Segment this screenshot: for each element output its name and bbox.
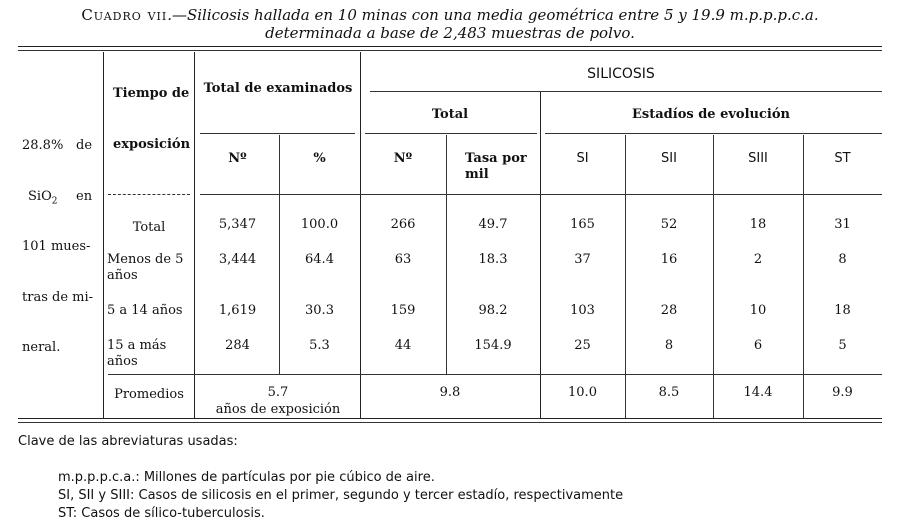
title-line-1: .—Silicosis hallada en 10 minas con una media geométrica entre 5 y 19.9 m.p.p.p.c.a. (167, 6, 819, 24)
promedios-examinados: 5.7 (267, 385, 289, 400)
row-total-si: 165 (570, 217, 595, 232)
side-note-1b: de (76, 138, 93, 153)
header-estadios: Estadíos de evolución (632, 107, 790, 122)
row-menos5-label-2: años (107, 268, 138, 283)
top-rule (18, 46, 882, 47)
header-examinados-no: Nº (228, 151, 247, 166)
header-silicosis: SILICOSIS (587, 66, 655, 82)
vline-7 (625, 135, 626, 418)
bottom-rule-inner (18, 422, 882, 423)
header-st: ST (834, 151, 851, 166)
total-rule (365, 133, 537, 134)
row-total-sii: 52 (660, 217, 678, 232)
row-total-label: Total (132, 220, 166, 235)
header-si: SI (576, 151, 589, 166)
row-total-ex-pct: 100.0 (300, 217, 339, 232)
row-5a14-siii: 10 (749, 303, 767, 318)
table-number: Cuadro vii (81, 6, 168, 24)
row-total-ex-n: 5,347 (218, 217, 257, 232)
title-line-2: determinada a base de 2,483 muestras de polvo. (265, 24, 635, 42)
row-menos5-ex-n: 3,444 (218, 252, 257, 267)
promedios-sii: 8.5 (658, 385, 680, 400)
row-menos5-sii: 16 (660, 252, 678, 267)
footer-line-2: SI, SII y SIII: Casos de silicosis en el primer, segundo y tercer estadío, respectivamente (58, 488, 624, 503)
row-15mas-ex-n: 284 (225, 338, 250, 353)
silicosis-rule (370, 91, 882, 92)
row-15mas-st: 5 (838, 338, 847, 353)
row-menos5-tasa: 18.3 (478, 252, 508, 267)
header-tasa-1: Tasa por (465, 151, 527, 166)
row-15mas-label-1: 15 a más (107, 338, 167, 353)
row-total-sil-n: 266 (390, 217, 416, 232)
row-menos5-label-1: Menos de 5 (107, 252, 184, 267)
footer-line-1: m.p.p.p.c.a.: Millones de partículas por pie cúbico de aire. (58, 470, 435, 485)
row-15mas-ex-pct: 5.3 (309, 338, 330, 353)
header-tiempo-1: Tiempo de (113, 86, 190, 101)
side-note-2a: SiO$_2$ (28, 189, 58, 207)
row-5a14-sii: 28 (660, 303, 678, 318)
row-menos5-st: 8 (838, 252, 847, 267)
row-5a14-st: 18 (834, 303, 851, 318)
side-note-2b: en (76, 189, 93, 204)
promedios-tasa: 9.8 (439, 385, 461, 400)
row-15mas-label-2: años (107, 354, 138, 369)
row-menos5-si: 37 (574, 252, 591, 267)
table-title (0, 6, 900, 25)
side-note-4: tras de mi- (22, 290, 94, 305)
row-5a14-sil-n: 159 (390, 303, 416, 318)
side-note-5: neral. (22, 340, 61, 355)
row-15mas-sil-n: 44 (394, 338, 412, 353)
row-5a14-si: 103 (570, 303, 595, 318)
bottom-rule (18, 418, 882, 419)
side-note-1a: 28.8% (22, 138, 64, 153)
promedios-si: 10.0 (568, 385, 597, 400)
header-total: Total (431, 107, 469, 122)
footer-heading: Clave de las abreviaturas usadas: (18, 434, 238, 449)
row-5a14-tasa: 98.2 (478, 303, 508, 318)
header-sii: SII (661, 151, 677, 166)
promedios-st: 9.9 (832, 385, 853, 400)
row-menos5-sil-n: 63 (394, 252, 412, 267)
vline-2 (194, 52, 195, 418)
row-5a14-ex-pct: 30.3 (305, 303, 334, 318)
row-15mas-tasa: 154.9 (474, 338, 512, 353)
vline-8 (713, 135, 714, 418)
header-tasa-2: mil (465, 167, 489, 182)
header-total-examinados: Total de examinados (203, 81, 353, 96)
row-total-siii: 18 (749, 217, 767, 232)
row-menos5-ex-pct: 64.4 (305, 252, 334, 267)
estadios-rule (545, 133, 882, 134)
header-silicosis-no: Nº (393, 151, 413, 166)
row-5a14-ex-n: 1,619 (218, 303, 257, 318)
row-menos5-siii: 2 (753, 252, 763, 267)
subheader-rule (200, 194, 882, 195)
top-rule-inner (18, 50, 882, 51)
row-total-tasa: 49.7 (478, 217, 508, 232)
header-examinados-pct: % (313, 151, 326, 166)
header-siii: SIII (748, 151, 768, 166)
row-5a14-label: 5 a 14 años (107, 303, 183, 318)
row-15mas-siii: 6 (753, 338, 763, 353)
promedios-siii: 14.4 (743, 385, 773, 400)
promedios-examinados-note: años de exposición (215, 402, 341, 417)
examinados-rule (200, 133, 355, 134)
row-15mas-sii: 8 (664, 338, 674, 353)
vline-9 (803, 135, 804, 418)
row-15mas-si: 25 (574, 338, 591, 353)
header-tiempo-2: exposición (113, 137, 191, 152)
row-total-st: 31 (834, 217, 851, 232)
tiempo-rule (108, 194, 190, 195)
promedios-label: Promedios (114, 387, 184, 402)
side-note-3: 101 mues- (22, 239, 91, 254)
promedios-rule (108, 374, 882, 375)
footer-line-3: ST: Casos de sílico-tuberculosis. (58, 506, 265, 521)
